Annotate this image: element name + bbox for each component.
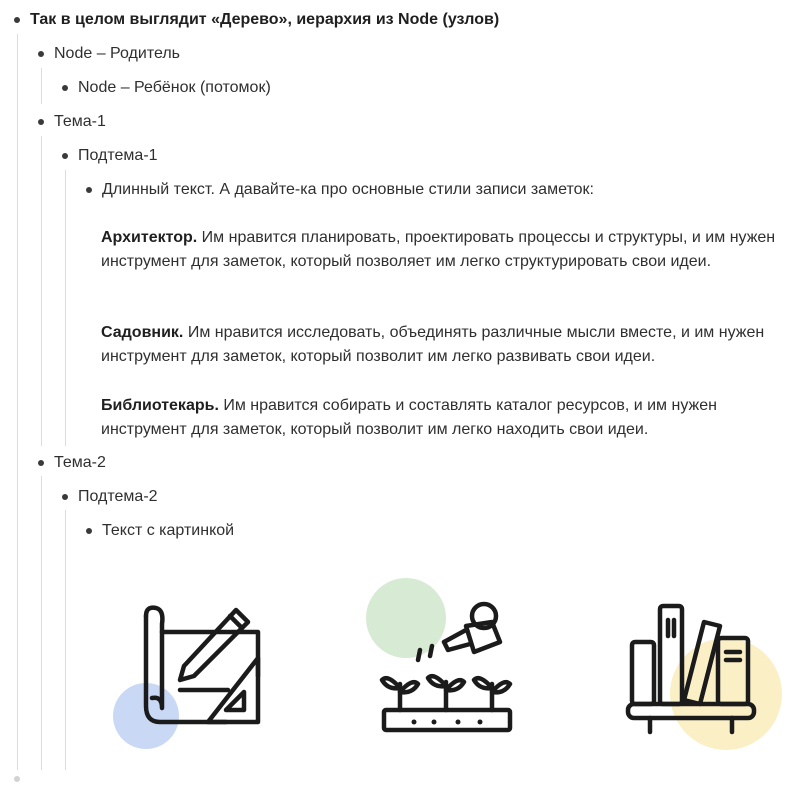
- bullet[interactable]: [62, 494, 68, 500]
- guide-line-topic1: [41, 136, 42, 446]
- architect-paragraph[interactable]: [101, 226, 791, 274]
- tree-node-subtopic1[interactable]: Подтема-1: [78, 147, 158, 164]
- tree-node-topic1[interactable]: Тема-1: [54, 113, 106, 130]
- architect-drawing-icon: [108, 596, 278, 756]
- guide-line-parent: [41, 68, 42, 104]
- gardener-title: Садовник.: [101, 324, 184, 341]
- tree-node-subtopic2[interactable]: Подтема-2: [78, 488, 158, 505]
- guide-line-subtopic2: [65, 510, 66, 770]
- gardener-paragraph[interactable]: [101, 321, 791, 369]
- bullet[interactable]: [38, 119, 44, 125]
- tree-node-topic2[interactable]: Тема-2: [54, 454, 106, 471]
- guide-line-subtopic1: [65, 170, 66, 446]
- bullet[interactable]: [38, 460, 44, 466]
- bullet[interactable]: [38, 51, 44, 57]
- tree-node-root[interactable]: Так в целом выглядит «Дерево», иерархия из Node (узлов): [30, 11, 500, 28]
- tree-node-image-text[interactable]: Текст с картинкой: [102, 522, 235, 539]
- bullet[interactable]: [62, 85, 68, 91]
- tree-node-parent[interactable]: Node – Родитель: [54, 45, 181, 62]
- librarian-text: Им нравится собирать и составлять каталог ресурсов, и им нужен инструмент для заметок, который позволит им легко находить свои идеи.: [101, 397, 717, 438]
- librarian-title: Библиотекарь.: [101, 397, 219, 414]
- bullet[interactable]: [14, 17, 20, 23]
- bullet[interactable]: [62, 153, 68, 159]
- librarian-books-icon: [618, 596, 788, 756]
- tree-node-long-text[interactable]: Длинный текст. А давайте-ка про основные стили записи заметок:: [102, 181, 594, 198]
- gardener-text: Им нравится исследовать, объединять различные мысли вместе, и им нужен инструмент для заметок, который позволит им легко развивать свои идеи.: [101, 324, 765, 365]
- librarian-paragraph[interactable]: [101, 394, 791, 442]
- architect-title: Архитектор.: [101, 229, 198, 246]
- empty-bullet[interactable]: [14, 776, 20, 782]
- bullet[interactable]: [86, 187, 92, 193]
- tree-node-child[interactable]: Node – Ребёнок (потомок): [78, 79, 271, 96]
- guide-line-topic2: [41, 476, 42, 770]
- architect-text: Им нравится планировать, проектировать процессы и структуры, и им нужен инструмент для заметок, который позволяет им легко структурировать свои идеи.: [101, 229, 776, 270]
- bullet[interactable]: [86, 528, 92, 534]
- gardener-plants-icon: [360, 580, 530, 740]
- guide-line-level1: [17, 34, 18, 770]
